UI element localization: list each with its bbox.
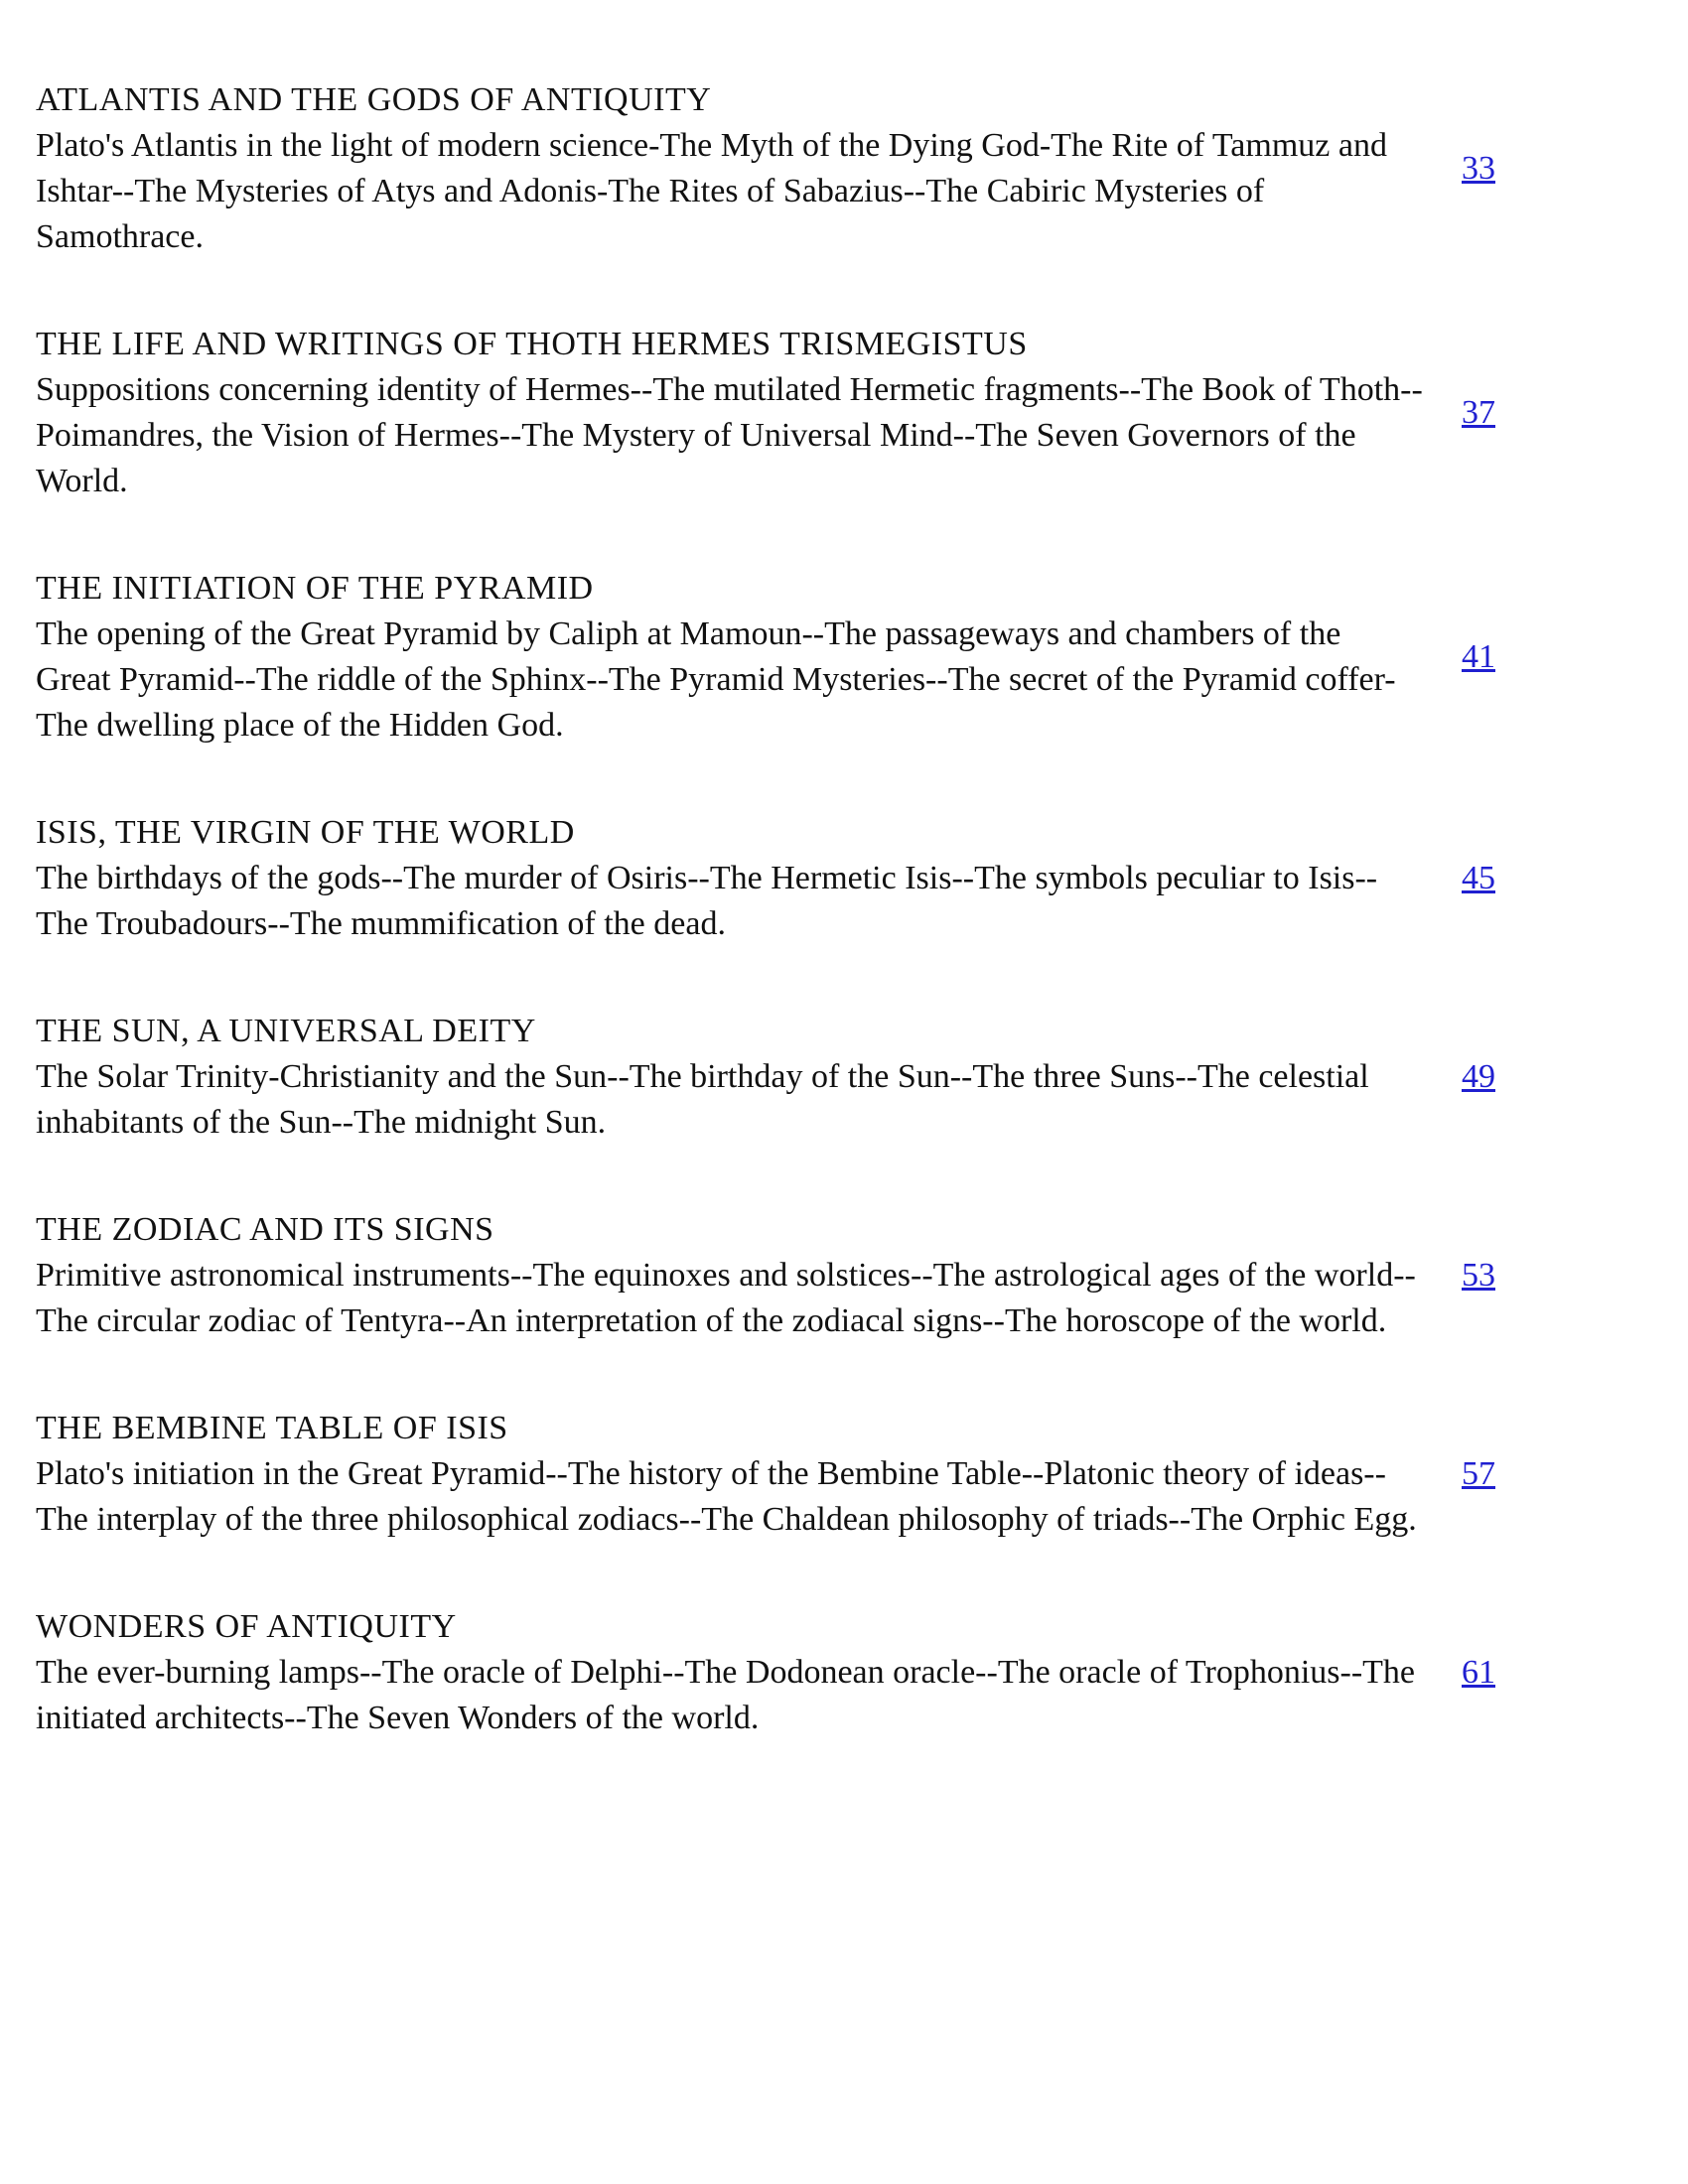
chapter-description: Suppositions concerning identity of Hermes--The mutilated Hermetic fragments--The Book of Thoth--Poimandres, the Vision of Hermes--The Mystery of Universal Mind--The Seven Governors of the World. — [36, 371, 1423, 499]
chapter-description: The birthdays of the gods--The murder of Osiris--The Hermetic Isis--The symbols peculiar to Isis--The Troubadours--The mummification of the dead. — [36, 860, 1378, 942]
toc-entry-isis — [36, 810, 1495, 947]
chapter-title: THE INITIATION OF THE PYRAMID — [36, 570, 594, 607]
chapter-description: Primitive astronomical instruments--The equinoxes and solstices--The astrological ages of the world--The circular zodiac of Tentyra--An interpretation of the zodiacal signs--The horoscope of the world. — [36, 1257, 1416, 1339]
toc-entry-wonders — [36, 1604, 1495, 1741]
entry-text — [36, 566, 1424, 749]
chapter-description: The opening of the Great Pyramid by Caliph at Mamoun--The passageways and chambers of the Great Pyramid--The riddle of the Sphinx--The Pyramid Mysteries--The secret of the Pyramid coffer-The dwelling place of the Hidden God. — [36, 615, 1396, 744]
chapter-title: THE BEMBINE TABLE OF ISIS — [36, 1410, 508, 1446]
chapter-title: THE SUN, A UNIVERSAL DEITY — [36, 1013, 536, 1049]
page-link-53[interactable]: 53 — [1462, 1257, 1495, 1294]
page-link-37[interactable]: 37 — [1462, 394, 1495, 431]
entry-text — [36, 77, 1424, 260]
chapter-title: ATLANTIS AND THE GODS OF ANTIQUITY — [36, 81, 712, 118]
entry-text — [36, 1406, 1424, 1543]
entry-text — [36, 1009, 1424, 1146]
table-of-contents — [36, 77, 1495, 1741]
chapter-title: WONDERS OF ANTIQUITY — [36, 1608, 457, 1645]
chapter-description: The Solar Trinity-Christianity and the Sun--The birthday of the Sun--The three Suns--The celestial inhabitants of the Sun--The midnight Sun. — [36, 1058, 1369, 1141]
entry-spacer — [36, 504, 1466, 566]
page-link-49[interactable]: 49 — [1462, 1058, 1495, 1095]
chapter-description: The ever-burning lamps--The oracle of Delphi--The Dodonean oracle--The oracle of Trophonius--The initiated architects--The Seven Wonders of the world. — [36, 1654, 1416, 1736]
entry-text — [36, 1604, 1424, 1741]
entry-text — [36, 810, 1424, 947]
chapter-title: THE LIFE AND WRITINGS OF THOTH HERMES TRISMEGISTUS — [36, 326, 1028, 362]
chapter-description: Plato's initiation in the Great Pyramid--The history of the Bembine Table--Platonic theory of ideas--The interplay of the three philosophical zodiacs--The Chaldean philosophy of triads--The Orphic Egg. — [36, 1455, 1417, 1538]
chapter-title: THE ZODIAC AND ITS SIGNS — [36, 1211, 494, 1248]
toc-entry-zodiac — [36, 1207, 1495, 1344]
entry-spacer — [36, 749, 1466, 810]
page-link-41[interactable]: 41 — [1462, 638, 1495, 675]
entry-spacer — [36, 1543, 1466, 1604]
entry-text — [36, 322, 1424, 504]
toc-entry-atlantis — [36, 77, 1495, 260]
entry-spacer — [36, 260, 1466, 322]
page-link-33[interactable]: 33 — [1462, 150, 1495, 187]
page-link-57[interactable]: 57 — [1462, 1455, 1495, 1492]
page-link-45[interactable]: 45 — [1462, 860, 1495, 896]
toc-entry-sun — [36, 1009, 1495, 1146]
entry-spacer — [36, 947, 1466, 1009]
entry-spacer — [36, 1344, 1466, 1406]
page-link-61[interactable]: 61 — [1462, 1654, 1495, 1691]
entry-text — [36, 1207, 1424, 1344]
toc-entry-hermes — [36, 322, 1495, 504]
chapter-description: Plato's Atlantis in the light of modern science-The Myth of the Dying God-The Rite of Tammuz and Ishtar--The Mysteries of Atys and Adonis-The Rites of Sabazius--The Cabiric Mysteries of Samothrace. — [36, 127, 1387, 255]
chapter-title: ISIS, THE VIRGIN OF THE WORLD — [36, 814, 575, 851]
toc-entry-bembine — [36, 1406, 1495, 1543]
entry-spacer — [36, 1146, 1466, 1207]
toc-entry-pyramid — [36, 566, 1495, 749]
